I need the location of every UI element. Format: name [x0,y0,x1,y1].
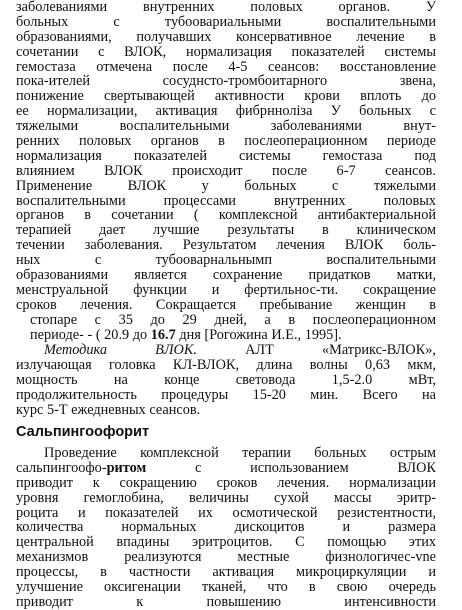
text-line: уровня гемоглобина, величины сухой массы эритр- [16,489,436,506]
highlighted-value: 16.7 [150,326,176,343]
method-lines [16,358,436,418]
text-line: продолжительность процедуры 15-20 мин. Всего на [16,386,436,403]
paragraph-gynecology-results [16,0,436,313]
text-line: течении заболевания. Результатом лечения ВЛОК боль- [16,237,436,254]
text-line: тяжелыми воспалительными заболеваниями внут- [16,118,436,135]
text-line: курс 5-Т ежедневных сеансов. [16,401,201,418]
citation: дня [Рогожина И.Е., 1995]. [175,326,342,343]
text-line: процессы, в частности активация микроциркуляции и [16,564,436,581]
text-line: ренних половых органов в послеоперационном периоде [16,133,436,150]
text-line: Применение ВЛОК у больных с тяжелыми [16,177,436,194]
text-line: влиянием ВЛОК происходит после 6-7 сеансов. [16,162,436,179]
text-line: количества нормальных дискоцитов и размера [16,519,436,536]
text-line: понижение свертывающей активности крови вплоть до [16,88,436,105]
paragraph-salpingo-oophoritis [16,446,436,610]
text-line: мощность на конце световода 1,5-2.0 мВт, [16,371,436,388]
text-span: с использованием ВЛОК [146,459,436,476]
text-line: стопаре с 35 до 29 дней, а в послеоперационном [30,312,436,328]
device-name: АЛТ «Матрикс-ВЛОК», [196,342,436,358]
text-line: ее нормализации, активация фибрнноліза У больных с [16,103,436,120]
text-line: менструальной функции и фертильнос-ти. сокращение [16,281,436,298]
section-lines [16,476,436,610]
highlighted-word: ритом [106,459,147,476]
text-line: заболеваниями внутренних половых органов. У [16,0,436,15]
text-span: сальпингоофо- [16,459,107,476]
text-line: сочетании с ВЛОК, нормализация показателей системы [16,43,436,60]
text-line: нормализация показателей системы гемостаза под [16,147,436,164]
section-heading: Сальпингоофорит [16,424,150,440]
text-line: больных с тубоовариальными воспалительными [16,13,436,30]
text-line: приводит к сокращению сроков лечения. нормализации [16,474,436,491]
method-label: Методика ВЛОК. [44,342,197,358]
text-line: центральной впадины эритроцитов. С помощью этих [16,534,436,551]
text-line: сроков лечения. Сокращается пребывание женщин в [16,296,436,313]
text-line: воспалительными процессами внутренних половых [16,192,436,209]
text-line: образованиями является сохранение придатков матки, [16,267,436,284]
text-span: периоде- - ( 20.9 до [30,326,151,343]
text-line: терапией дает лучшие результаты в клиническом [16,222,436,239]
text-line: механизмов реализуются местные физнологичес-vne [16,549,436,566]
text-line [16,328,436,343]
text-line: пока-ителей сосуднсто-тромбоитарного звена, [16,73,436,90]
text-line: ных с тубооварнальнымп воспалительными [16,252,436,269]
text-line: гемостаза отмечена после 4-5 сеансов: восстановление [16,58,436,75]
text-line [16,461,436,476]
text-line: Проведение комплексной терапии больных острым [44,445,436,461]
text-line [16,343,436,358]
text-line: образованиями, получавших консервативное лечение в [16,28,436,45]
paragraph-hospital-stay [16,313,436,343]
text-line: роцита и показателей их осмотической резистентности, [16,504,436,521]
text-line: излучающая головка КЛ-ВЛОК, длина волны 0,63 мкм, [16,356,436,373]
text-line: улучшение оксигенации тканей, что в свою очередь [16,579,436,596]
text-line: органов в сочетании ( комплексной антибактериальной [16,207,436,224]
text-line: приводит к повышению интенсивности [16,593,436,610]
paragraph-method [16,343,436,417]
